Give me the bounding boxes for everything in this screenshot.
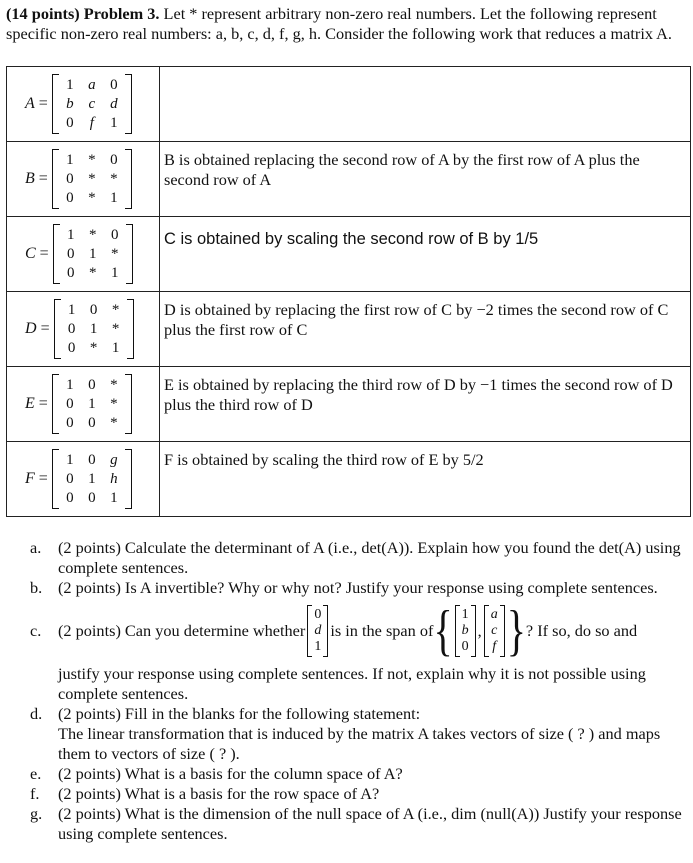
matrix-entry: 1 [88,245,97,262]
matrix-entry: * [110,245,119,262]
vector-span-2 [484,605,505,657]
matrix-entry: * [110,414,118,431]
matrix-entry: 0 [66,264,75,281]
matrix-d: D = 1 0 * 0 1 * 0 * 1 [25,298,134,360]
question-list [30,538,690,844]
reduction-table [6,66,691,517]
vector-entry: c [491,623,498,638]
matrix-entry: 0 [88,414,96,431]
matrix-b: B = 1 * 0 0 * * 0 * 1 [25,148,132,210]
matrix-entry: 1 [110,264,119,281]
matrix-entry: 0 [67,339,76,356]
matrix-entry: * [111,301,120,318]
step-description: B is obtained replacing the second row of A by the first row of A plus the second row of A [160,142,691,217]
matrix-entry: 1 [88,395,96,412]
matrix-entry: 0 [66,245,75,262]
matrix-entry: 0 [66,114,74,131]
matrix-entry: * [89,339,98,356]
matrix-entry: * [111,320,120,337]
matrix-entry: g [110,451,118,468]
vector-span-1 [455,605,476,657]
matrix-entry: a [88,76,96,93]
matrix-entry: * [110,395,118,412]
matrix-entry: * [88,189,96,206]
vector-entry: 1 [461,607,469,622]
matrix-entry: 1 [66,76,74,93]
step-description [160,67,691,142]
question-e: e. (2 points) What is a basis for the column space of A? [30,764,403,783]
matrix-entry: 0 [66,170,74,187]
problem-header: (14 points) Problem 3. [6,4,160,23]
matrix-entry: 1 [66,376,74,393]
vector-entry: d [314,623,322,638]
matrix-entry: d [110,95,118,112]
step-description: C is obtained by scaling the second row of B by 1/5 [160,217,691,292]
matrix-entry: 1 [110,489,118,506]
matrix-entry: 1 [110,189,118,206]
step-description: F is obtained by scaling the third row of E by 5/2 [160,442,691,517]
step-row-a [7,67,691,142]
matrix-entry: f [89,114,94,131]
question-f: f. (2 points) What is a basis for the row space of A? [30,784,380,803]
matrix-entry: 1 [111,339,120,356]
step-row-d [7,292,691,367]
step-row-c [7,217,691,292]
problem-text: Let * represent arbitrary non-zero real numbers. Let the following represent specific non-zero real numbers: a, b, c, d, f, g, h. Consider the following work that reduces a matrix A. [6,4,672,43]
question-c: c. (2 points) Can you determine whether 0 d 1 is in the span of { 1 b 0 , a c f } ? If so, do so and justify your response using complete sentences. If not, explain why it is not possible using complete sentences. [30,598,646,703]
matrix-entry: 1 [66,451,74,468]
set-brace-close: } [506,598,526,662]
matrix-entry: c [88,95,96,112]
matrix-entry: 1 [110,114,118,131]
matrix-entry: 1 [67,301,76,318]
matrix-entry: 0 [66,189,74,206]
matrix-entry: 1 [89,320,98,337]
question-g: g. (2 points) What is the dimension of the null space of A (i.e., dim (null(A)) Justify your response using complete sentences. [30,804,682,843]
vector-entry: 0 [461,639,469,654]
step-row-b [7,142,691,217]
matrix-entry: 0 [88,376,96,393]
matrix-entry: 0 [89,301,98,318]
vector-entry: 0 [314,607,322,622]
matrix-entry: 0 [66,414,74,431]
matrix-entry: 0 [67,320,76,337]
matrix-entry: 0 [66,470,74,487]
matrix-entry: * [110,170,118,187]
matrix-entry: * [110,376,118,393]
matrix-c: C = 1 * 0 0 1 * 0 * 1 [25,223,133,285]
question-b: b. (2 points) Is A invertible? Why or why not? Justify your response using complete sentences. [30,578,658,597]
matrix-entry: * [88,264,97,281]
matrix-entry: h [110,470,118,487]
question-a: a. (2 points) Calculate the determinant of A (i.e., det(A)). Explain how you found the det(A) using complete sentences. [30,538,681,577]
vector-entry: b [461,623,469,638]
matrix-entry: 0 [110,226,119,243]
matrix-entry: * [88,170,96,187]
matrix-entry: 1 [88,470,96,487]
set-brace-open: { [433,598,453,662]
vector-target [307,605,328,657]
matrix-e: E = 1 0 * 0 1 * 0 0 * [25,373,132,435]
matrix-entry: * [88,226,97,243]
matrix-entry: 0 [110,76,118,93]
matrix-entry: b [66,95,74,112]
matrix-entry: 0 [110,151,118,168]
matrix-entry: 0 [66,395,74,412]
step-description: D is obtained by replacing the first row of C by −2 times the second row of C plus the first row of C [160,292,691,367]
matrix-entry: * [88,151,96,168]
matrix-entry: 0 [66,489,74,506]
step-row-e [7,367,691,442]
matrix-entry: 0 [88,489,96,506]
vector-entry: 1 [314,639,322,654]
vector-entry: f [492,639,497,654]
vector-entry: a [490,607,498,622]
matrix-a: A = 1 a 0 b c d 0 f 1 [25,73,132,135]
step-row-f [7,442,691,517]
problem-intro [6,4,690,44]
matrix-entry: 1 [66,151,74,168]
step-description: E is obtained by replacing the third row of D by −1 times the second row of D plus the third row of D [160,367,691,442]
matrix-entry: 1 [66,226,75,243]
matrix-entry: 0 [88,451,96,468]
question-d: d. (2 points) Fill in the blanks for the following statement: The linear transformation that is induced by the matrix A takes vectors of size ( ? ) and maps them to vectors of size ( ? ). [30,704,661,763]
matrix-f: F = 1 0 g 0 1 h 0 0 1 [25,448,132,510]
